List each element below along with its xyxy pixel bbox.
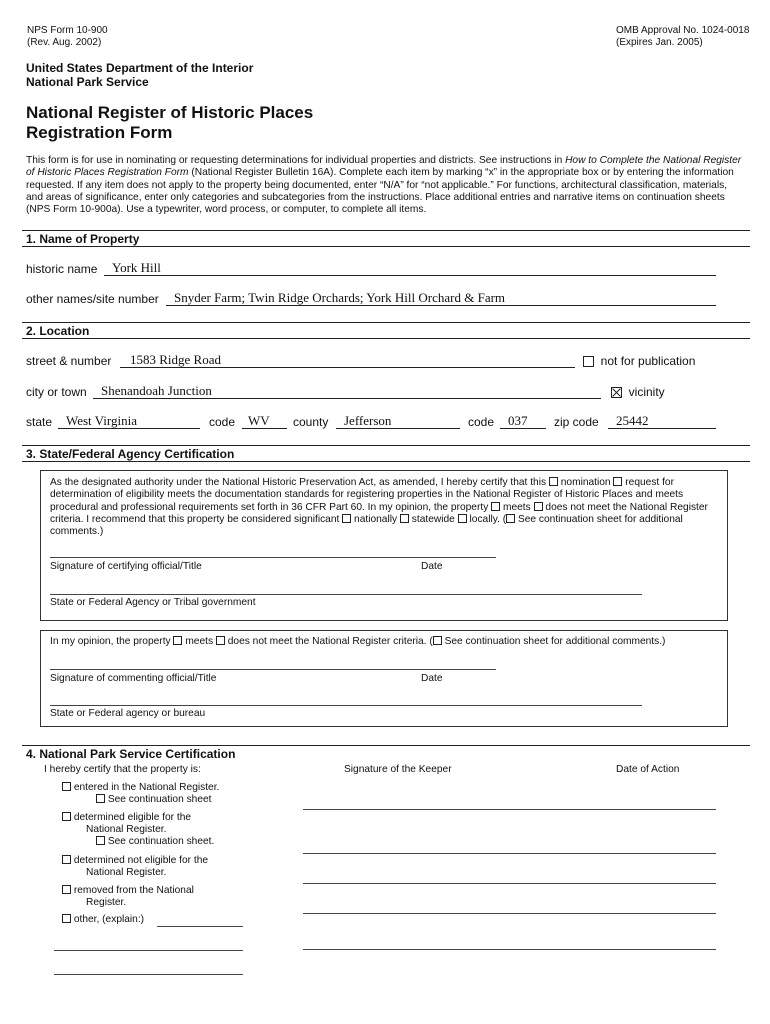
page-title: National Register of Historic Places	[26, 103, 314, 122]
section-3-title: 3. State/Federal Agency Certification	[26, 447, 235, 461]
removed-checkbox[interactable]	[62, 885, 71, 894]
form-number: NPS Form 10-900	[27, 25, 108, 36]
other-explain-line-3[interactable]	[54, 974, 243, 975]
removed-option: removed from the National	[62, 885, 194, 897]
not-eligible-checkbox[interactable]	[62, 855, 71, 864]
locally-checkbox[interactable]	[458, 514, 467, 523]
keeper-line-not-eligible[interactable]	[303, 883, 716, 884]
keeper-line-removed[interactable]	[303, 913, 716, 914]
eligible-continuation: See continuation sheet.	[96, 836, 214, 848]
bureau-line[interactable]	[50, 705, 642, 706]
other-names-label: other names/site number	[26, 292, 159, 306]
nomination-checkbox[interactable]	[549, 477, 558, 486]
other-explain-line-2[interactable]	[54, 950, 243, 951]
certifying-date-label: Date	[421, 561, 443, 572]
certification-text: As the designated authority under the National Historic Preservation Act, as amended, I hereby certify that this nomination request for determination of eligibility meets the documentation standards for registering properties in the National Register of Historic Places and meets procedural and professional requirements set forth in 36 CFR Part 60. In my opinion, the property meets does not meet the National Register criteria. I recommend that this property be considered significant nationally statewide locally. ( See continuation sheet for additional comments.)	[50, 477, 708, 538]
agency-label: State or Federal Agency or Tribal government	[50, 597, 256, 608]
section-divider	[22, 445, 750, 446]
commenting-signature-label: Signature of commenting official/Title	[50, 673, 217, 684]
not-for-publication-checkbox[interactable]	[583, 356, 594, 367]
section-1-title: 1. Name of Property	[26, 232, 140, 246]
eligible-checkbox[interactable]	[62, 812, 71, 821]
other-explain-line[interactable]	[157, 926, 243, 927]
commenting-date-label: Date	[421, 673, 443, 684]
not-eligible-option: determined not eligible for the	[62, 855, 208, 867]
section-2-title: 2. Location	[26, 324, 90, 338]
county-label: county	[293, 415, 329, 429]
entered-continuation: See continuation sheet	[96, 794, 212, 806]
historic-name-field[interactable]: York Hill	[104, 260, 716, 276]
request-checkbox[interactable]	[613, 477, 622, 486]
historic-name-label: historic name	[26, 262, 98, 276]
county-code-field[interactable]: 037	[500, 413, 546, 429]
meets-checkbox[interactable]	[491, 502, 500, 511]
service-name: National Park Service	[26, 75, 149, 89]
department-name: United States Department of the Interior	[26, 61, 254, 75]
keeper-line-eligible[interactable]	[303, 853, 716, 854]
removed-option-cont: Register.	[86, 897, 127, 908]
county-field[interactable]: Jefferson	[336, 413, 460, 429]
section-divider	[22, 338, 750, 339]
entered-option: entered in the National Register.	[62, 782, 219, 794]
omb-approval: OMB Approval No. 1024-0018	[616, 25, 750, 36]
date-of-action-label: Date of Action	[616, 764, 680, 775]
does-not-meet-checkbox[interactable]	[534, 502, 543, 511]
agency-line[interactable]	[50, 594, 642, 595]
certify-text: I hereby certify that the property is:	[44, 764, 201, 775]
section-4-title: 4. National Park Service Certification	[26, 747, 236, 761]
state-field[interactable]: West Virginia	[58, 413, 200, 429]
not-eligible-option-cont: National Register.	[86, 867, 167, 878]
omb-expiry: (Expires Jan. 2005)	[616, 37, 703, 48]
eligible-continuation-checkbox[interactable]	[96, 836, 105, 845]
state-code-label: code	[209, 415, 236, 429]
keeper-signature-label: Signature of the Keeper	[344, 764, 452, 775]
continuation-checkbox[interactable]	[506, 514, 515, 523]
entered-continuation-checkbox[interactable]	[96, 794, 105, 803]
other-checkbox[interactable]	[62, 914, 71, 923]
keeper-line-other[interactable]	[303, 949, 716, 950]
state-label: state	[26, 415, 53, 429]
eligible-option-cont: National Register.	[86, 824, 167, 835]
street-label: street & number	[26, 354, 112, 368]
zip-field[interactable]: 25442	[608, 413, 716, 429]
intro-paragraph: This form is for use in nominating or requesting determinations for individual properties and districts. See instructions in How to Complete the National Register of Historic Places Registration Form (National Register Bulletin 16A). Complete each item by marking “x” in the appropriate box or by entering the information requested. If any item does not apply to the property being documented, enter “N/A” for “not applicable.” For functions, architectural classification, materials, and areas of significance, enter only categories and subcategories from the instructions. Place additional entries and narrative items on continuation sheets (NPS Form 10-900a). Use a typewriter, word process, or computer, to complete all items.	[26, 155, 742, 216]
street-field[interactable]: 1583 Ridge Road	[120, 352, 575, 368]
section-divider	[22, 461, 750, 462]
section-divider	[22, 322, 750, 323]
statewide-checkbox[interactable]	[400, 514, 409, 523]
city-field[interactable]: Shenandoah Junction	[93, 383, 601, 399]
keeper-line-entered[interactable]	[303, 809, 716, 810]
page-subtitle: Registration Form	[26, 123, 173, 142]
commenting-signature-line[interactable]	[50, 669, 496, 670]
nationally-checkbox[interactable]	[342, 514, 351, 523]
form-revision: (Rev. Aug. 2002)	[27, 37, 102, 48]
not-for-publication: not for publication	[583, 354, 695, 368]
city-label: city or town	[26, 385, 87, 399]
opinion-continuation-checkbox[interactable]	[433, 636, 442, 645]
state-code-field[interactable]: WV	[242, 413, 287, 429]
bureau-label: State or Federal agency or bureau	[50, 708, 206, 719]
certifying-signature-label: Signature of certifying official/Title	[50, 561, 202, 572]
other-option: other, (explain:)	[62, 914, 144, 926]
other-names-field[interactable]: Snyder Farm; Twin Ridge Orchards; York Hill Orchard & Farm	[166, 290, 716, 306]
county-code-label: code	[468, 415, 495, 429]
opinion-meets-checkbox[interactable]	[173, 636, 182, 645]
zip-label: zip code	[554, 415, 599, 429]
vicinity-checkbox[interactable]	[611, 387, 622, 398]
section-divider	[22, 246, 750, 247]
opinion-text: In my opinion, the property meets does not meet the National Register criteria. ( See continuation sheet for additional comments.)	[50, 636, 666, 647]
entered-checkbox[interactable]	[62, 782, 71, 791]
vicinity: vicinity	[611, 385, 665, 399]
certifying-signature-line[interactable]	[50, 557, 496, 558]
section-divider	[22, 230, 750, 231]
section-divider	[22, 745, 750, 746]
opinion-not-meet-checkbox[interactable]	[216, 636, 225, 645]
eligible-option: determined eligible for the	[62, 812, 191, 824]
